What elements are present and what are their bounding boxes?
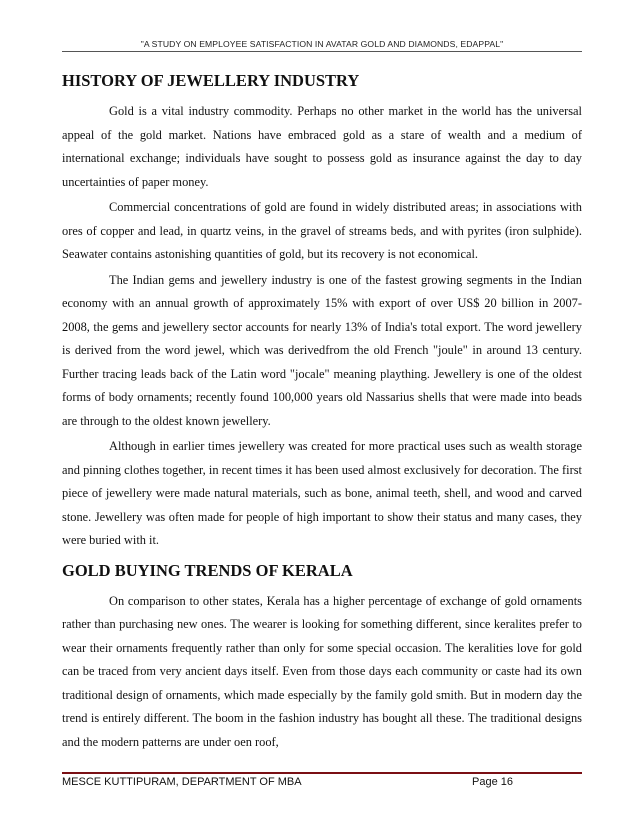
header-divider (62, 51, 582, 52)
section-history (62, 71, 582, 553)
footer-divider (62, 772, 582, 774)
paragraph: Commercial concentrations of gold are found in widely distributed areas; in associations with ores of copper and lead, in quartz veins, in the gravel of streams beds, and with pyrites (iron sulphide). Seawater contains astonishing quantities of gold, but its recovery is not economical. (62, 200, 582, 261)
paragraph: Gold is a vital industry commodity. Perhaps no other market in the world has the universal appeal of the gold market. Nations have embraced gold as a stare of wealth and a medium of international exchange; individuals have sought to possess gold as insurance against the day to day uncertainties of paper money. (62, 104, 582, 189)
footer-institution: MESCE KUTTIPURAM, DEPARTMENT OF MBA (62, 776, 302, 788)
running-header: "A STUDY ON EMPLOYEE SATISFACTION IN AVATAR GOLD AND DIAMONDS, EDAPPAL" (140, 39, 504, 49)
paragraph: Although in earlier times jewellery was created for more practical uses such as wealth storage and pinning clothes together, in recent times it has been used almost exclusively for decoration. The first piece of jewellery were made natural materials, such as bone, animal teeth, shell, and wood and carved stone. Jewellery was often made for people of high important to show their status and many cases, they were buried with it. (62, 439, 582, 547)
page-number: Page 16 (472, 776, 513, 788)
section-heading-history: HISTORY OF JEWELLERY INDUSTRY (62, 71, 360, 90)
section-heading-gold-trends: GOLD BUYING TRENDS OF KERALA (62, 560, 353, 580)
page-body (62, 64, 582, 756)
paragraph: The Indian gems and jewellery industry is one of the fastest growing segments in the Indian economy with an annual growth of approximately 15% with export of over US$ 20 billion in 2007-2008, the gems and jewellery sector accounts for nearly 13% of India's total export. The word jewellery is derived from the word jewel, which was derivedfrom the old French "joule" in around 13 century. Further tracing leads back of the Latin word "jocale" meaning plaything. Jewellery is one of the oldest forms of body ornaments; recently found 100,000 years old Nassarius shells that were made into beads are through to the oldest known jewellery. (62, 272, 582, 428)
paragraph: On comparison to other states, Kerala has a higher percentage of exchange of gold ornaments rather than purchasing new ones. The wearer is looking for something different, since keralites prefer to wear their ornaments frequently rather than only for some special occasion. The keralities love for gold can be traced from very ancient days itself. Even from those days each community or caste had its own traditional design of ornaments, which made especially by the family gold smith. But in modern day the trend is entirely different. The boom in the fashion industry has bought all these. The traditional designs and the modern patterns are under oen roof, (62, 593, 582, 749)
section-gold-trends (62, 561, 582, 755)
